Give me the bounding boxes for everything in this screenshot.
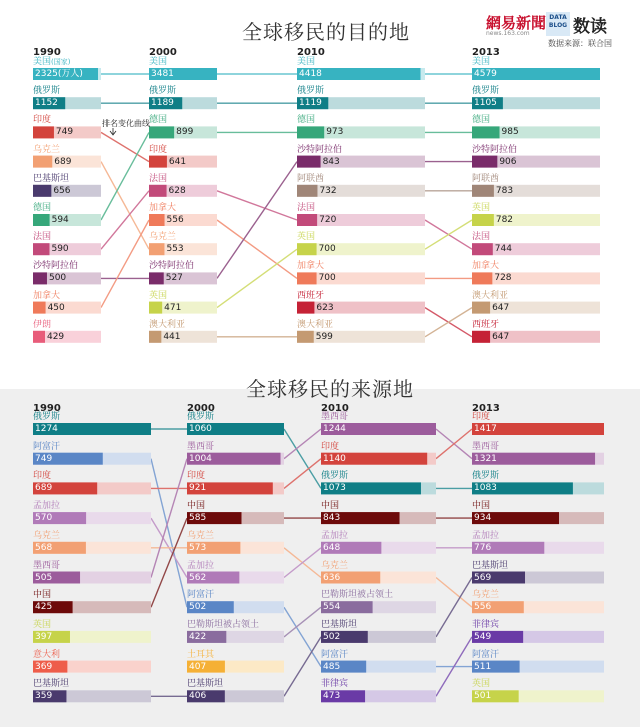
rank-line — [284, 429, 321, 488]
value-label: 501 — [474, 691, 492, 702]
value-label: 728 — [494, 273, 512, 284]
country-label: 澳大利亚 — [297, 319, 334, 330]
country-label: 乌克兰 — [33, 530, 61, 541]
value-label: 471 — [164, 302, 182, 313]
country-label: 印度 — [472, 412, 491, 422]
value-label: 749 — [55, 127, 74, 138]
country-label: 澳大利亚 — [149, 319, 186, 330]
country-label: 印度 — [187, 471, 206, 482]
country-label: 巴基斯坦 — [472, 560, 509, 571]
country-label: 沙特阿拉伯 — [472, 144, 518, 155]
country-label: 美国(国家) — [33, 57, 71, 67]
annotation-arrow — [110, 128, 116, 135]
country-label: 俄罗斯 — [321, 471, 349, 482]
value-label: 934 — [474, 513, 492, 524]
year-label: 1990 — [33, 47, 61, 58]
bar — [297, 331, 314, 343]
country-label: 墨西哥 — [472, 441, 500, 452]
value-label: 590 — [51, 244, 69, 255]
value-label: 749 — [35, 453, 53, 464]
bar — [33, 185, 51, 197]
country-label: 澳大利亚 — [472, 290, 509, 301]
value-label: 554 — [323, 602, 341, 613]
value-label: 648 — [323, 542, 341, 553]
value-label: 4418 — [299, 69, 322, 79]
bar — [297, 302, 314, 314]
country-label: 阿联酋 — [297, 173, 325, 184]
value-label: 628 — [168, 185, 186, 196]
country-label: 阿联酋 — [472, 173, 500, 184]
country-label: 英国 — [149, 290, 168, 301]
country-label: 俄罗斯 — [33, 86, 61, 97]
country-label: 乌克兰 — [187, 530, 215, 541]
country-label: 孟加拉 — [472, 530, 500, 541]
rank-line — [217, 162, 297, 279]
rank-line — [217, 249, 297, 307]
country-label: 俄罗斯 — [33, 412, 61, 422]
country-label: 法国 — [472, 232, 491, 243]
year-label: 2000 — [149, 47, 177, 58]
value-label: 689 — [35, 483, 53, 494]
bar — [472, 214, 494, 226]
year-label: 2000 — [187, 403, 215, 414]
value-label: 369 — [35, 661, 53, 672]
value-label: 502 — [189, 602, 207, 613]
country-label: 阿富汗 — [472, 649, 500, 660]
country-label: 加拿大 — [149, 203, 177, 213]
value-label: 1189 — [151, 98, 174, 109]
value-label: 636 — [323, 572, 341, 583]
country-label: 法国 — [33, 232, 52, 243]
country-label: 法国 — [149, 173, 168, 184]
country-label: 俄罗斯 — [149, 86, 177, 97]
year-label: 2010 — [297, 47, 325, 58]
value-label: 407 — [189, 661, 207, 672]
country-label: 阿富汗 — [33, 441, 61, 452]
value-label: 720 — [319, 215, 337, 225]
country-label: 巴基斯坦 — [321, 619, 358, 630]
value-label: 441 — [163, 331, 181, 342]
country-label: 孟加拉 — [321, 530, 349, 541]
netease-logo: 網易新聞 — [486, 14, 547, 32]
country-label: 美国 — [472, 57, 491, 67]
bar — [33, 272, 47, 284]
value-label: 573 — [189, 542, 207, 553]
country-label: 印度 — [33, 115, 52, 126]
bar — [297, 243, 317, 255]
year-label: 2013 — [472, 403, 500, 414]
value-label: 700 — [318, 244, 336, 255]
value-label: 505 — [35, 572, 53, 583]
value-label: 502 — [323, 631, 341, 642]
country-label: 英国 — [33, 619, 52, 630]
bar — [149, 156, 167, 168]
country-label: 德国 — [472, 115, 491, 126]
country-label: 巴勒斯坦被占领土 — [321, 590, 394, 601]
year-label: 1990 — [33, 403, 61, 414]
value-label: 647 — [492, 331, 510, 342]
year-label: 2013 — [472, 47, 500, 58]
country-label: 墨西哥 — [321, 412, 349, 422]
country-label: 沙特阿拉伯 — [297, 144, 343, 155]
country-label: 菲律宾 — [472, 619, 500, 630]
country-label: 美国 — [297, 57, 316, 67]
bar — [297, 185, 317, 197]
value-label: 359 — [35, 691, 53, 702]
value-label: 1244 — [323, 424, 346, 434]
value-label: 843 — [323, 513, 341, 524]
country-label: 乌克兰 — [33, 144, 61, 155]
country-label: 中国 — [187, 501, 206, 512]
value-label: 2325(万人) — [35, 69, 83, 79]
country-label: 乌克兰 — [149, 232, 177, 243]
country-label: 巴基斯坦 — [33, 173, 70, 184]
value-label: 500 — [48, 273, 67, 284]
country-label: 菲律宾 — [321, 679, 349, 690]
value-label: 425 — [35, 602, 53, 613]
data-source: 数据来源：联合国 — [548, 39, 612, 48]
bar — [149, 185, 167, 197]
value-label: 782 — [495, 215, 514, 225]
value-label: 429 — [46, 331, 65, 342]
chart-title: 全球移民的来源地 — [246, 377, 414, 401]
value-label: 647 — [492, 302, 510, 313]
value-label: 1073 — [323, 483, 346, 494]
value-label: 527 — [165, 273, 183, 284]
rank-line — [284, 429, 321, 459]
country-label: 西班牙 — [297, 290, 325, 301]
bar — [472, 243, 493, 255]
country-label: 沙特阿拉伯 — [33, 261, 79, 272]
country-label: 乌克兰 — [321, 560, 349, 571]
brand-name: 数读 — [573, 17, 607, 37]
country-label: 加拿大 — [297, 261, 325, 272]
bar — [33, 302, 46, 314]
country-label: 墨西哥 — [33, 560, 61, 571]
rank-line — [217, 220, 297, 278]
rank-line — [101, 220, 149, 308]
value-label: 511 — [474, 661, 492, 672]
value-label: 1417 — [474, 424, 497, 434]
value-label: 783 — [495, 185, 514, 196]
value-label: 623 — [316, 302, 334, 313]
value-label: 556 — [474, 602, 492, 613]
value-label: 899 — [176, 127, 194, 138]
value-label: 406 — [189, 691, 207, 702]
chart-title: 全球移民的目的地 — [242, 20, 410, 44]
country-label: 巴基斯坦 — [187, 679, 224, 690]
rank-line — [284, 459, 321, 489]
country-label: 德国 — [33, 203, 52, 213]
bar — [472, 272, 492, 284]
country-label: 阿富汗 — [187, 590, 215, 601]
value-label: 473 — [323, 691, 341, 702]
value-label: 594 — [51, 215, 69, 225]
netease-logo-url: news.163.com — [486, 30, 530, 37]
bar — [472, 126, 500, 138]
country-label: 俄罗斯 — [472, 471, 500, 482]
bars — [33, 423, 604, 702]
bar — [149, 126, 174, 138]
value-label: 1274 — [35, 424, 58, 434]
value-label: 585 — [189, 513, 207, 524]
value-label: 450 — [47, 302, 65, 313]
value-label: 732 — [319, 185, 337, 196]
country-label: 意大利 — [33, 649, 61, 660]
country-label: 中国 — [321, 501, 340, 512]
rank-line — [101, 132, 149, 161]
bar — [472, 331, 490, 343]
rank-line — [284, 607, 321, 637]
value-label: 1321 — [474, 453, 497, 464]
bar — [149, 214, 165, 226]
bar — [297, 126, 324, 138]
country-label: 西班牙 — [472, 319, 500, 330]
bar — [149, 331, 161, 343]
country-label: 沙特阿拉伯 — [149, 261, 195, 272]
value-label: 776 — [474, 542, 492, 553]
value-label: 656 — [53, 185, 71, 196]
value-label: 553 — [166, 244, 184, 255]
data-blog-logo: DATA BLOG — [546, 12, 570, 36]
rank-line — [284, 607, 321, 666]
country-label: 墨西哥 — [187, 441, 215, 452]
bar — [297, 156, 321, 168]
bar — [33, 126, 54, 138]
country-label: 巴基斯坦 — [33, 679, 70, 690]
value-label: 1140 — [323, 453, 346, 464]
value-label: 744 — [494, 244, 512, 255]
rank-line — [284, 637, 321, 696]
value-label: 700 — [318, 273, 336, 284]
rank-line — [101, 191, 149, 249]
value-label: 549 — [474, 631, 492, 642]
country-label: 中国 — [33, 590, 52, 601]
value-label: 973 — [326, 127, 344, 138]
country-label: 印度 — [149, 144, 168, 155]
country-label: 英国 — [472, 679, 491, 690]
bar — [472, 185, 494, 197]
rank-line — [101, 162, 149, 250]
country-label: 加拿大 — [33, 290, 61, 301]
country-label: 英国 — [472, 203, 491, 213]
country-note: (国家) — [51, 58, 71, 66]
country-label: 伊朗 — [33, 319, 52, 330]
value-label: 556 — [166, 215, 184, 225]
rank-line — [217, 191, 297, 220]
value-label: 1083 — [474, 483, 497, 494]
value-label: 641 — [168, 156, 187, 167]
bar — [33, 156, 52, 168]
country-label: 德国 — [149, 115, 168, 126]
bar — [149, 272, 164, 284]
country-label: 美国 — [149, 57, 168, 67]
value-label: 569 — [474, 572, 492, 583]
value-label: 485 — [323, 661, 341, 672]
country-label: 孟加拉 — [33, 501, 61, 512]
country-label: 印度 — [33, 471, 52, 482]
year-label: 2010 — [321, 403, 349, 414]
bar — [149, 302, 162, 314]
country-label: 俄罗斯 — [472, 86, 500, 97]
value-label: 422 — [189, 631, 207, 642]
value-label: 1004 — [189, 453, 212, 464]
bar — [472, 156, 497, 168]
value-label: 843 — [322, 156, 340, 167]
country-label: 土耳其 — [187, 649, 215, 660]
rank-line — [436, 578, 472, 608]
value-label: 1105 — [474, 98, 497, 109]
bar — [297, 272, 317, 284]
bar — [297, 214, 317, 226]
country-label: 英国 — [297, 232, 316, 243]
value-label: 568 — [35, 542, 53, 553]
rank-line — [436, 578, 472, 637]
country-label: 俄罗斯 — [297, 86, 325, 97]
country-label: 俄罗斯 — [187, 412, 215, 422]
bar — [33, 214, 50, 226]
country-label: 中国 — [472, 501, 491, 512]
bar — [149, 243, 164, 255]
value-label: 4579 — [474, 69, 497, 79]
country-label: 加拿大 — [472, 261, 500, 272]
value-label: 906 — [499, 156, 517, 167]
country-label: 乌克兰 — [472, 590, 500, 601]
annotation-label: 排名变化曲线 — [102, 119, 150, 128]
country-label: 德国 — [297, 115, 316, 126]
value-label: 1060 — [189, 424, 212, 434]
country-label: 法国 — [297, 203, 316, 213]
rank-line — [151, 459, 187, 578]
country-label: 阿富汗 — [321, 649, 349, 660]
value-label: 985 — [501, 127, 519, 138]
bar — [472, 302, 490, 314]
country-label: 印度 — [321, 441, 340, 452]
bar — [33, 331, 45, 343]
value-label: 1119 — [299, 98, 322, 109]
value-label: 1152 — [35, 98, 58, 109]
value-label: 921 — [189, 483, 207, 494]
value-label: 599 — [315, 331, 333, 342]
value-label: 689 — [54, 156, 72, 167]
value-label: 3481 — [151, 69, 174, 79]
value-label: 570 — [35, 513, 53, 524]
country-label: 巴勒斯坦被占领土 — [187, 619, 260, 630]
value-label: 397 — [35, 631, 53, 642]
rank-line — [101, 132, 149, 220]
bar — [33, 243, 49, 255]
value-label: 562 — [189, 572, 207, 583]
country-label: 孟加拉 — [187, 560, 215, 571]
